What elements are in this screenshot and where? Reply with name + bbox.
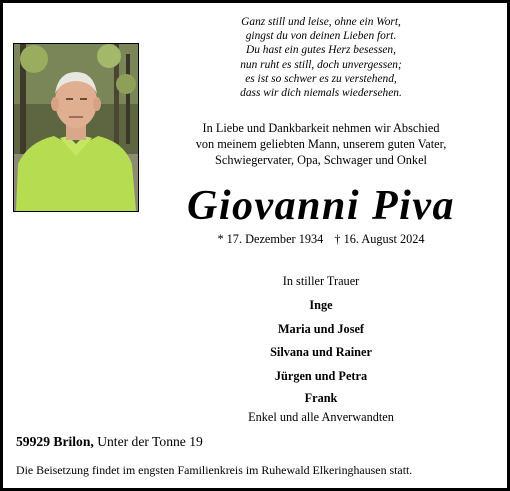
mourners-heading: In stiller Trauer	[282, 274, 360, 288]
address-street: Unter der Tonne 19	[93, 434, 203, 449]
family-address	[16, 434, 203, 450]
death-date: † 16. August 2024	[334, 232, 425, 246]
deceased-name: Giovanni Piva	[187, 183, 455, 229]
portrait-image	[14, 44, 138, 211]
poem-line: es ist so schwer es zu verstehend,	[245, 72, 397, 85]
life-dates	[151, 232, 491, 247]
mourner-name: Inge	[309, 297, 333, 312]
poem-line: dass wir dich niemals wiedersehen.	[240, 87, 402, 100]
mourner-name: Frank	[304, 390, 338, 405]
birth-date: * 17. Dezember 1934	[217, 232, 324, 246]
mourners-closing: Enkel und alle Anverwandten	[248, 409, 394, 424]
poem-line: Ganz still und leise, ohne ein Wort,	[241, 16, 401, 28]
address-city: 59929 Brilon,	[16, 434, 94, 449]
farewell-line: von meinem geliebten Mann, unserem guten Vater,	[195, 137, 447, 151]
funeral-note: Die Beisetzung findet im engsten Familienkreis im Ruhewald Elkeringhausen statt.	[16, 463, 413, 477]
poem	[151, 15, 491, 100]
poem-line: gingst du von deinen Lieben fort.	[245, 30, 397, 43]
mourner-name: Jürgen und Petra	[274, 369, 368, 384]
farewell-line: Schwiegervater, Opa, Schwager und Onkel	[215, 153, 427, 167]
poem-line: nun ruht es still, doch unvergessen;	[240, 58, 402, 71]
mourner-name: Silvana und Rainer	[270, 345, 372, 360]
mourner-name: Maria und Josef	[277, 321, 365, 336]
poem-line: Du hast ein gutes Herz besessen,	[246, 44, 396, 57]
farewell-text	[151, 120, 491, 168]
mourners-list	[151, 270, 491, 427]
farewell-line: In Liebe und Dankbarkeit nehmen wir Abschied	[202, 121, 440, 135]
portrait-photo	[13, 43, 139, 212]
